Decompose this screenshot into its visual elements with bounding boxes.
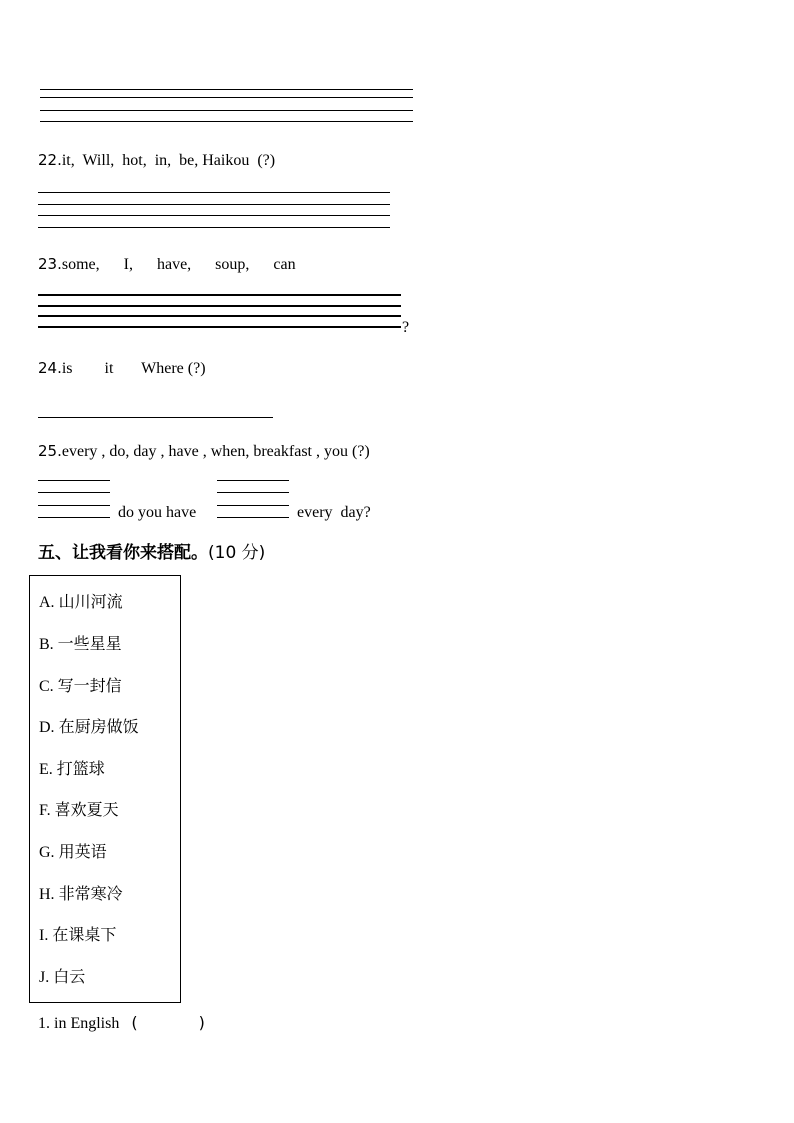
option-item — [39, 634, 122, 655]
sentence-fragment: do you have — [118, 504, 197, 521]
option-text: 白云 — [53, 967, 86, 986]
option-letter: H. — [39, 886, 55, 903]
option-item — [39, 925, 116, 946]
question-text: it, Will, hot, in, be, Haikou (?) — [61, 152, 276, 169]
answer-line — [217, 505, 289, 506]
question-24 — [38, 358, 206, 379]
answer-line — [38, 417, 273, 418]
option-text: 在课桌下 — [52, 925, 117, 944]
option-letter: G. — [39, 844, 55, 861]
option-text: 一些星星 — [57, 634, 122, 653]
question-number: 25. — [38, 442, 62, 460]
option-text: 非常寒冷 — [58, 884, 123, 903]
answer-line — [38, 480, 110, 481]
option-letter: B. — [39, 636, 54, 653]
option-letter: A. — [39, 594, 55, 611]
option-text: 用英语 — [58, 842, 107, 861]
answer-line — [40, 89, 413, 90]
option-letter: F. — [39, 802, 51, 819]
option-item — [39, 800, 119, 821]
question-22 — [38, 150, 275, 171]
section-title-text: 五、让我看你来搭配。 — [38, 543, 208, 563]
option-item — [39, 884, 123, 905]
question-text: every , do, day , have , when, breakfast , you (?) — [61, 443, 370, 460]
answer-line — [38, 192, 390, 193]
option-letter: D. — [39, 719, 55, 736]
answer-line — [217, 517, 289, 518]
question-text: is it Where (?) — [61, 360, 206, 377]
answer-line — [38, 517, 110, 518]
answer-line — [40, 110, 413, 111]
answer-line — [217, 480, 289, 481]
option-item — [39, 759, 105, 780]
option-item — [39, 967, 85, 988]
question-number: 22. — [38, 151, 62, 169]
matching-item — [38, 1013, 205, 1034]
option-letter: I. — [39, 927, 49, 944]
answer-line — [217, 492, 289, 493]
answer-line — [38, 204, 390, 205]
option-letter: C. — [39, 678, 54, 695]
question-text: some, I, have, soup, can — [61, 256, 296, 273]
answer-line — [38, 505, 110, 506]
answer-line — [38, 305, 401, 307]
answer-blank[interactable]: ( ) — [131, 1013, 205, 1032]
answer-line — [38, 294, 401, 296]
option-item — [39, 676, 122, 697]
answer-line — [38, 326, 401, 328]
option-item — [39, 717, 139, 738]
matching-item-text: 1. in English — [38, 1015, 120, 1032]
option-text: 山川河流 — [58, 592, 123, 611]
question-25 — [38, 441, 370, 462]
option-item — [39, 842, 107, 863]
sentence-fragment: every day? — [297, 504, 371, 521]
option-text: 在厨房做饭 — [58, 717, 139, 736]
question-23 — [38, 254, 296, 275]
option-text: 打篮球 — [56, 759, 105, 778]
answer-line — [40, 97, 413, 98]
question-number: 23. — [38, 255, 62, 273]
section-score: (10 分) — [208, 543, 266, 563]
section-title — [38, 542, 265, 564]
answer-line — [38, 227, 390, 228]
answer-line — [38, 315, 401, 317]
answer-line — [40, 121, 413, 122]
question-end-mark: ? — [402, 319, 410, 336]
option-letter: J. — [39, 969, 50, 986]
option-item — [39, 592, 123, 613]
option-text: 喜欢夏天 — [54, 800, 119, 819]
question-number: 24. — [38, 359, 62, 377]
matching-options-box — [29, 575, 181, 1003]
answer-line — [38, 215, 390, 216]
answer-line — [38, 492, 110, 493]
option-letter: E. — [39, 761, 53, 778]
option-text: 写一封信 — [57, 676, 122, 695]
